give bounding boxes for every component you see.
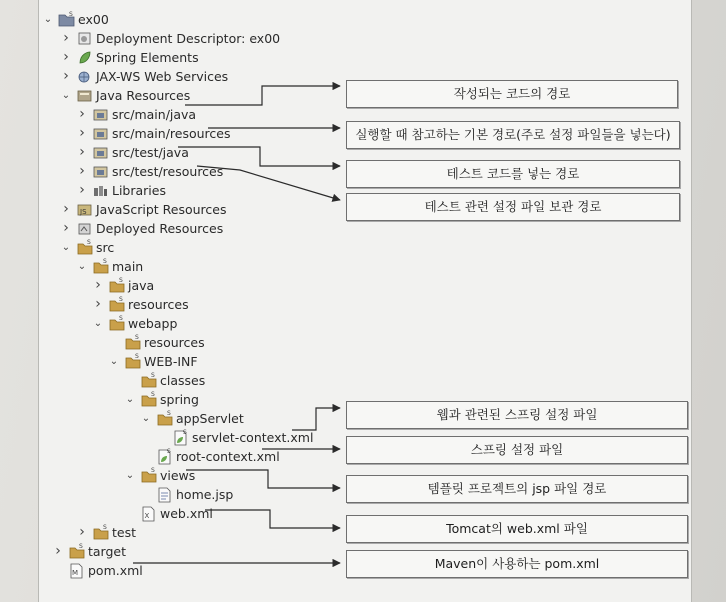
callout-c2: 실행할 때 참고하는 기본 경로(주로 설정 파일들을 넣는다) (346, 121, 680, 149)
svg-text:S: S (79, 543, 83, 550)
callout-c1: 작성되는 코드의 경로 (346, 80, 678, 108)
connector-arrow-8 (205, 510, 340, 528)
tree-item-label: Deployed Resources (96, 221, 224, 236)
tree-item-label: src/main/java (112, 107, 197, 122)
tree-item-label: Deployment Descriptor: ex00 (96, 31, 281, 46)
chevron-down-icon[interactable]: ⌄ (77, 261, 87, 272)
tree-item-label: src (96, 240, 115, 255)
connector-arrow-3 (178, 147, 340, 166)
chevron-right-icon[interactable]: › (63, 30, 69, 46)
tree-item-label: root-context.xml (176, 449, 280, 464)
tree-item-label: java (128, 278, 155, 293)
tree-item-label: src/test/java (112, 145, 189, 160)
svg-text:S: S (151, 391, 155, 398)
svg-text:S: S (151, 372, 155, 379)
svg-text:JS: JS (80, 208, 87, 216)
chevron-down-icon[interactable]: ⌄ (61, 90, 71, 101)
chevron-down-icon[interactable]: ⌄ (43, 14, 53, 25)
svg-text:S: S (103, 524, 107, 531)
chevron-right-icon[interactable]: › (79, 163, 85, 179)
tree-item-label: appServlet (176, 411, 244, 426)
tree-item-label: resources (128, 297, 189, 312)
tree-item-label: pom.xml (88, 563, 143, 578)
tree-item-label: test (112, 525, 137, 540)
tree-item-label: views (160, 468, 196, 483)
tree-item-label: JAX-WS Web Services (96, 69, 229, 84)
tree-item-label: resources (144, 335, 205, 350)
svg-text:S: S (167, 410, 171, 417)
tree-item-label: web.xml (160, 506, 213, 521)
chevron-right-icon[interactable]: › (95, 296, 101, 312)
tree-item-label: WEB-INF (144, 354, 198, 369)
svg-text:S: S (103, 258, 107, 265)
callout-c7: 템플릿 프로젝트의 jsp 파일 경로 (346, 475, 688, 503)
tree-item-label: ex00 (78, 12, 109, 27)
tree-item-label: Java Resources (96, 88, 191, 103)
chevron-right-icon[interactable]: › (95, 277, 101, 293)
chevron-down-icon[interactable]: ⌄ (61, 242, 71, 253)
callout-c4: 테스트 관련 설정 파일 보관 경로 (346, 193, 680, 221)
chevron-down-icon[interactable]: ⌄ (93, 318, 103, 329)
svg-text:S: S (87, 239, 91, 246)
callout-c9: Maven이 사용하는 pom.xml (346, 550, 688, 578)
chevron-right-icon[interactable]: › (79, 144, 85, 160)
tree-item-label: Spring Elements (96, 50, 199, 65)
chevron-right-icon[interactable]: › (63, 201, 69, 217)
connector-arrow-4 (197, 166, 340, 200)
callout-c3: 테스트 코드를 넣는 경로 (346, 160, 680, 188)
svg-text:S: S (167, 448, 171, 455)
chevron-down-icon[interactable]: ⌄ (125, 470, 135, 481)
connector-arrow-1 (185, 86, 340, 105)
chevron-down-icon[interactable]: ⌄ (109, 356, 119, 367)
chevron-right-icon[interactable]: › (79, 106, 85, 122)
svg-text:S: S (183, 429, 187, 436)
tree-item-label: Libraries (112, 183, 166, 198)
chevron-right-icon[interactable]: › (55, 543, 61, 559)
callout-c8: Tomcat의 web.xml 파일 (346, 515, 688, 543)
svg-text:S: S (119, 296, 123, 303)
svg-text:X: X (144, 512, 150, 520)
tree-item-label: src/test/resources (112, 164, 224, 179)
connector-arrow-7 (186, 470, 340, 488)
chevron-right-icon[interactable]: › (79, 182, 85, 198)
tree-item-label: servlet-context.xml (192, 430, 314, 445)
svg-text:S: S (69, 11, 73, 18)
chevron-right-icon[interactable]: › (63, 68, 69, 84)
svg-text:M: M (72, 569, 79, 577)
tree-item-label: main (112, 259, 144, 274)
tree-item-label: classes (160, 373, 206, 388)
chevron-down-icon[interactable]: ⌄ (141, 413, 151, 424)
svg-text:S: S (135, 334, 139, 341)
chevron-right-icon[interactable]: › (63, 49, 69, 65)
chevron-down-icon[interactable]: ⌄ (125, 394, 135, 405)
chevron-right-icon[interactable]: › (63, 220, 69, 236)
connector-arrow-5 (292, 408, 340, 430)
callout-c6: 스프링 설정 파일 (346, 436, 688, 464)
tree-item-label: webapp (128, 316, 178, 331)
tree-item-label: target (88, 544, 127, 559)
chevron-right-icon[interactable]: › (79, 524, 85, 540)
tree-item-label: spring (160, 392, 199, 407)
tree-item-label: home.jsp (176, 487, 234, 502)
svg-text:S: S (119, 315, 123, 322)
tree-item-label: JavaScript Resources (96, 202, 227, 217)
svg-text:S: S (151, 467, 155, 474)
tree-item-label: src/main/resources (112, 126, 231, 141)
chevron-right-icon[interactable]: › (79, 125, 85, 141)
svg-text:S: S (119, 277, 123, 284)
callout-c5: 웹과 관련된 스프링 설정 파일 (346, 401, 688, 429)
svg-text:S: S (135, 353, 139, 360)
